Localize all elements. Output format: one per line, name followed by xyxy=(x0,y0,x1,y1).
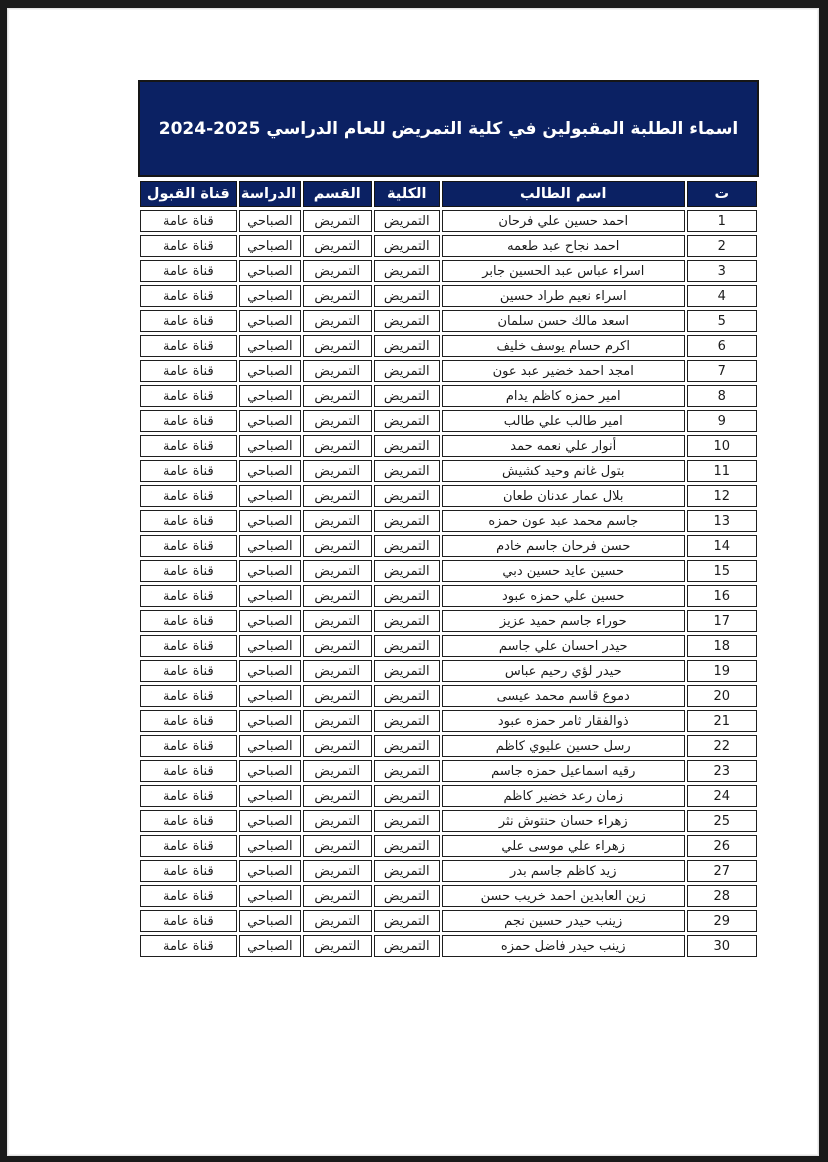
row-number-cell: 5 xyxy=(687,310,757,332)
college-cell: التمريض xyxy=(374,835,440,857)
study-type-cell: الصباحي xyxy=(239,610,301,632)
college-cell: التمريض xyxy=(374,760,440,782)
college-cell: التمريض xyxy=(374,585,440,607)
study-type-cell: الصباحي xyxy=(239,235,301,257)
row-number-cell: 28 xyxy=(687,885,757,907)
department-cell: التمريض xyxy=(303,910,371,932)
table-row xyxy=(140,535,757,557)
department-cell: التمريض xyxy=(303,610,371,632)
student-name-cell: أنوار علي نعمه حمد xyxy=(442,435,685,457)
row-number-cell: 30 xyxy=(687,935,757,957)
admission-channel-cell: قناة عامة xyxy=(140,260,237,282)
college-cell: التمريض xyxy=(374,260,440,282)
table-row xyxy=(140,235,757,257)
students-table xyxy=(138,178,759,960)
table-row xyxy=(140,885,757,907)
admission-channel-cell: قناة عامة xyxy=(140,435,237,457)
student-name-cell: اكرم حسام يوسف خليف xyxy=(442,335,685,357)
study-type-cell: الصباحي xyxy=(239,510,301,532)
table-row xyxy=(140,835,757,857)
student-name-cell: زينب حيدر حسين نجم xyxy=(442,910,685,932)
study-type-cell: الصباحي xyxy=(239,785,301,807)
college-cell: التمريض xyxy=(374,310,440,332)
college-cell: التمريض xyxy=(374,460,440,482)
table-row xyxy=(140,485,757,507)
college-cell: التمريض xyxy=(374,535,440,557)
study-type-cell: الصباحي xyxy=(239,285,301,307)
study-type-cell: الصباحي xyxy=(239,360,301,382)
student-name-cell: زينب حيدر فاضل حمزه xyxy=(442,935,685,957)
row-number-cell: 22 xyxy=(687,735,757,757)
student-name-cell: امجد احمد خضير عبد عون xyxy=(442,360,685,382)
study-type-cell: الصباحي xyxy=(239,810,301,832)
department-cell: التمريض xyxy=(303,485,371,507)
department-cell: التمريض xyxy=(303,860,371,882)
admission-channel-cell: قناة عامة xyxy=(140,510,237,532)
table-row xyxy=(140,260,757,282)
row-number-cell: 9 xyxy=(687,410,757,432)
table-body xyxy=(140,210,757,957)
study-type-cell: الصباحي xyxy=(239,710,301,732)
student-name-cell: امير طالب علي طالب xyxy=(442,410,685,432)
department-cell: التمريض xyxy=(303,760,371,782)
admission-channel-cell: قناة عامة xyxy=(140,310,237,332)
student-name-cell: بتول غانم وحيد كشيش xyxy=(442,460,685,482)
admission-channel-cell: قناة عامة xyxy=(140,635,237,657)
department-cell: التمريض xyxy=(303,385,371,407)
table-row xyxy=(140,310,757,332)
student-name-cell: رقيه اسماعيل حمزه جاسم xyxy=(442,760,685,782)
admission-channel-cell: قناة عامة xyxy=(140,360,237,382)
admission-channel-cell: قناة عامة xyxy=(140,560,237,582)
college-cell: التمريض xyxy=(374,910,440,932)
table-row xyxy=(140,685,757,707)
department-cell: التمريض xyxy=(303,510,371,532)
study-type-cell: الصباحي xyxy=(239,735,301,757)
student-name-cell: احمد حسين علي فرحان xyxy=(442,210,685,232)
college-cell: التمريض xyxy=(374,485,440,507)
study-type-cell: الصباحي xyxy=(239,560,301,582)
row-number-cell: 23 xyxy=(687,760,757,782)
college-cell: التمريض xyxy=(374,285,440,307)
column-header-0: ت xyxy=(687,181,757,207)
column-header-3: القسم xyxy=(303,181,371,207)
department-cell: التمريض xyxy=(303,810,371,832)
table-row xyxy=(140,910,757,932)
college-cell: التمريض xyxy=(374,235,440,257)
college-cell: التمريض xyxy=(374,710,440,732)
admission-channel-cell: قناة عامة xyxy=(140,285,237,307)
table-row xyxy=(140,785,757,807)
table-row xyxy=(140,460,757,482)
student-name-cell: اسراء عباس عبد الحسين جابر xyxy=(442,260,685,282)
table-row xyxy=(140,510,757,532)
student-name-cell: بلال عمار عدنان طعان xyxy=(442,485,685,507)
study-type-cell: الصباحي xyxy=(239,260,301,282)
study-type-cell: الصباحي xyxy=(239,335,301,357)
study-type-cell: الصباحي xyxy=(239,885,301,907)
table-row xyxy=(140,585,757,607)
study-type-cell: الصباحي xyxy=(239,935,301,957)
student-name-cell: احمد نجاح عبد طعمه xyxy=(442,235,685,257)
study-type-cell: الصباحي xyxy=(239,760,301,782)
row-number-cell: 26 xyxy=(687,835,757,857)
study-type-cell: الصباحي xyxy=(239,535,301,557)
admission-channel-cell: قناة عامة xyxy=(140,860,237,882)
row-number-cell: 15 xyxy=(687,560,757,582)
table-row xyxy=(140,335,757,357)
student-list-document xyxy=(138,80,759,960)
college-cell: التمريض xyxy=(374,510,440,532)
department-cell: التمريض xyxy=(303,435,371,457)
table-row xyxy=(140,210,757,232)
study-type-cell: الصباحي xyxy=(239,385,301,407)
college-cell: التمريض xyxy=(374,935,440,957)
admission-channel-cell: قناة عامة xyxy=(140,485,237,507)
college-cell: التمريض xyxy=(374,810,440,832)
admission-channel-cell: قناة عامة xyxy=(140,785,237,807)
admission-channel-cell: قناة عامة xyxy=(140,385,237,407)
table-row xyxy=(140,935,757,957)
study-type-cell: الصباحي xyxy=(239,310,301,332)
department-cell: التمريض xyxy=(303,285,371,307)
college-cell: التمريض xyxy=(374,635,440,657)
student-name-cell: حيدر احسان علي جاسم xyxy=(442,635,685,657)
admission-channel-cell: قناة عامة xyxy=(140,235,237,257)
admission-channel-cell: قناة عامة xyxy=(140,210,237,232)
department-cell: التمريض xyxy=(303,460,371,482)
row-number-cell: 4 xyxy=(687,285,757,307)
row-number-cell: 19 xyxy=(687,660,757,682)
college-cell: التمريض xyxy=(374,335,440,357)
admission-channel-cell: قناة عامة xyxy=(140,835,237,857)
department-cell: التمريض xyxy=(303,560,371,582)
study-type-cell: الصباحي xyxy=(239,435,301,457)
row-number-cell: 3 xyxy=(687,260,757,282)
row-number-cell: 10 xyxy=(687,435,757,457)
row-number-cell: 7 xyxy=(687,360,757,382)
row-number-cell: 21 xyxy=(687,710,757,732)
college-cell: التمريض xyxy=(374,885,440,907)
college-cell: التمريض xyxy=(374,785,440,807)
admission-channel-cell: قناة عامة xyxy=(140,760,237,782)
department-cell: التمريض xyxy=(303,685,371,707)
table-row xyxy=(140,360,757,382)
college-cell: التمريض xyxy=(374,660,440,682)
row-number-cell: 16 xyxy=(687,585,757,607)
row-number-cell: 25 xyxy=(687,810,757,832)
student-name-cell: زهراء حسان حنتوش نثر xyxy=(442,810,685,832)
table-row xyxy=(140,385,757,407)
college-cell: التمريض xyxy=(374,410,440,432)
row-number-cell: 12 xyxy=(687,485,757,507)
column-header-4: الدراسة xyxy=(239,181,301,207)
row-number-cell: 2 xyxy=(687,235,757,257)
row-number-cell: 17 xyxy=(687,610,757,632)
department-cell: التمريض xyxy=(303,835,371,857)
student-name-cell: حيدر لؤي رحيم عباس xyxy=(442,660,685,682)
department-cell: التمريض xyxy=(303,585,371,607)
admission-channel-cell: قناة عامة xyxy=(140,585,237,607)
admission-channel-cell: قناة عامة xyxy=(140,610,237,632)
department-cell: التمريض xyxy=(303,635,371,657)
admission-channel-cell: قناة عامة xyxy=(140,535,237,557)
department-cell: التمريض xyxy=(303,735,371,757)
student-name-cell: زهراء علي موسى علي xyxy=(442,835,685,857)
column-header-5: قناة القبول xyxy=(140,181,237,207)
student-name-cell: حسن فرحان جاسم خادم xyxy=(442,535,685,557)
student-name-cell: زمان رعد خضير كاظم xyxy=(442,785,685,807)
study-type-cell: الصباحي xyxy=(239,660,301,682)
college-cell: التمريض xyxy=(374,610,440,632)
table-row xyxy=(140,760,757,782)
student-name-cell: زين العابدين احمد خريب حسن xyxy=(442,885,685,907)
student-name-cell: حسين عايد حسين دبي xyxy=(442,560,685,582)
row-number-cell: 29 xyxy=(687,910,757,932)
admission-channel-cell: قناة عامة xyxy=(140,935,237,957)
table-row xyxy=(140,735,757,757)
table-row xyxy=(140,860,757,882)
row-number-cell: 6 xyxy=(687,335,757,357)
student-name-cell: رسل حسين عليوي كاظم xyxy=(442,735,685,757)
department-cell: التمريض xyxy=(303,935,371,957)
study-type-cell: الصباحي xyxy=(239,460,301,482)
admission-channel-cell: قناة عامة xyxy=(140,910,237,932)
student-name-cell: حوراء جاسم حميد عزيز xyxy=(442,610,685,632)
table-row xyxy=(140,610,757,632)
row-number-cell: 24 xyxy=(687,785,757,807)
row-number-cell: 27 xyxy=(687,860,757,882)
table-row xyxy=(140,560,757,582)
admission-channel-cell: قناة عامة xyxy=(140,460,237,482)
study-type-cell: الصباحي xyxy=(239,210,301,232)
college-cell: التمريض xyxy=(374,435,440,457)
column-header-2: الكلية xyxy=(374,181,440,207)
row-number-cell: 1 xyxy=(687,210,757,232)
department-cell: التمريض xyxy=(303,535,371,557)
admission-channel-cell: قناة عامة xyxy=(140,685,237,707)
student-name-cell: زيد كاظم جاسم بدر xyxy=(442,860,685,882)
table-row xyxy=(140,435,757,457)
admission-channel-cell: قناة عامة xyxy=(140,885,237,907)
department-cell: التمريض xyxy=(303,785,371,807)
document-page xyxy=(7,8,819,1156)
study-type-cell: الصباحي xyxy=(239,635,301,657)
row-number-cell: 14 xyxy=(687,535,757,557)
student-name-cell: جاسم محمد عبد عون حمزه xyxy=(442,510,685,532)
department-cell: التمريض xyxy=(303,885,371,907)
document-title: اسماء الطلبة المقبولين في كلية التمريض للعام الدراسي 2025-2024 xyxy=(138,80,759,177)
department-cell: التمريض xyxy=(303,410,371,432)
study-type-cell: الصباحي xyxy=(239,835,301,857)
admission-channel-cell: قناة عامة xyxy=(140,660,237,682)
college-cell: التمريض xyxy=(374,210,440,232)
row-number-cell: 8 xyxy=(687,385,757,407)
department-cell: التمريض xyxy=(303,310,371,332)
row-number-cell: 18 xyxy=(687,635,757,657)
student-name-cell: اسراء نعيم طراد حسين xyxy=(442,285,685,307)
college-cell: التمريض xyxy=(374,360,440,382)
study-type-cell: الصباحي xyxy=(239,585,301,607)
admission-channel-cell: قناة عامة xyxy=(140,410,237,432)
college-cell: التمريض xyxy=(374,385,440,407)
column-header-1: اسم الطالب xyxy=(442,181,685,207)
student-name-cell: امير حمزه كاظم يدام xyxy=(442,385,685,407)
admission-channel-cell: قناة عامة xyxy=(140,710,237,732)
college-cell: التمريض xyxy=(374,860,440,882)
admission-channel-cell: قناة عامة xyxy=(140,735,237,757)
student-name-cell: دموع قاسم محمد عيسى xyxy=(442,685,685,707)
admission-channel-cell: قناة عامة xyxy=(140,810,237,832)
student-name-cell: اسعد مالك حسن سلمان xyxy=(442,310,685,332)
admission-channel-cell: قناة عامة xyxy=(140,335,237,357)
department-cell: التمريض xyxy=(303,660,371,682)
table-row xyxy=(140,285,757,307)
row-number-cell: 20 xyxy=(687,685,757,707)
study-type-cell: الصباحي xyxy=(239,485,301,507)
student-name-cell: ذوالفقار ثامر حمزه عبود xyxy=(442,710,685,732)
department-cell: التمريض xyxy=(303,710,371,732)
department-cell: التمريض xyxy=(303,335,371,357)
department-cell: التمريض xyxy=(303,360,371,382)
study-type-cell: الصباحي xyxy=(239,860,301,882)
department-cell: التمريض xyxy=(303,260,371,282)
college-cell: التمريض xyxy=(374,735,440,757)
study-type-cell: الصباحي xyxy=(239,410,301,432)
row-number-cell: 13 xyxy=(687,510,757,532)
study-type-cell: الصباحي xyxy=(239,685,301,707)
row-number-cell: 11 xyxy=(687,460,757,482)
table-header-row xyxy=(140,181,757,207)
table-row xyxy=(140,710,757,732)
table-row xyxy=(140,410,757,432)
college-cell: التمريض xyxy=(374,560,440,582)
table-row xyxy=(140,635,757,657)
table-row xyxy=(140,810,757,832)
college-cell: التمريض xyxy=(374,685,440,707)
department-cell: التمريض xyxy=(303,235,371,257)
department-cell: التمريض xyxy=(303,210,371,232)
study-type-cell: الصباحي xyxy=(239,910,301,932)
table-row xyxy=(140,660,757,682)
student-name-cell: حسين علي حمزه عبود xyxy=(442,585,685,607)
